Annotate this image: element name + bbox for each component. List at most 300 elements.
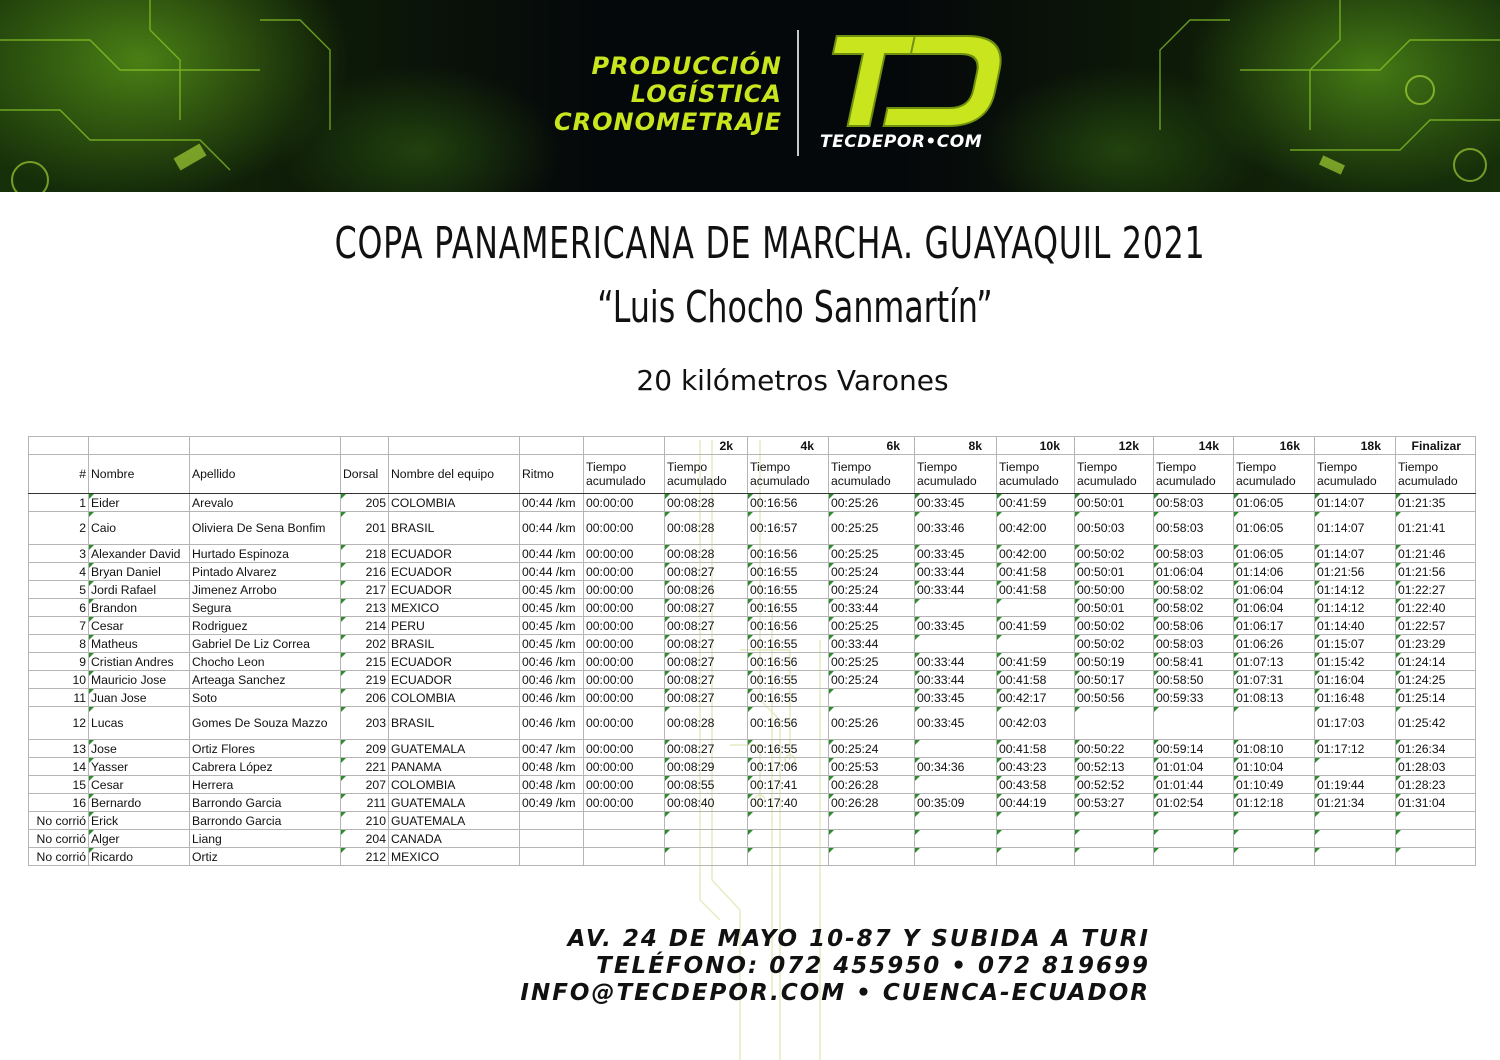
distance-header: 12k [1075, 437, 1154, 455]
cell-ritmo: 00:48 /km [520, 776, 584, 794]
cell-dorsal: 209 [341, 740, 389, 758]
cell-equipo: ECUADOR [389, 581, 520, 599]
cell-apellido: Barrondo Garcia [190, 794, 341, 812]
cell-dorsal: 202 [341, 635, 389, 653]
cell-split-time [915, 848, 997, 866]
cell-start-time: 00:00:00 [584, 494, 665, 512]
cell-split-time: 00:25:24 [829, 581, 915, 599]
cell-split-time: 00:33:45 [915, 617, 997, 635]
cell-split-time: 00:16:56 [748, 653, 829, 671]
tagline-line: LOGÍSTICA [630, 80, 782, 108]
cell-split-time: 00:52:52 [1075, 776, 1154, 794]
cell-split-time: 00:50:17 [1075, 671, 1154, 689]
cell-split-time: 00:16:55 [748, 599, 829, 617]
column-header-tiempo: Tiempo acumulado [997, 455, 1075, 494]
cell-split-time [997, 812, 1075, 830]
cell-apellido: Ortiz Flores [190, 740, 341, 758]
cell-equipo: BRASIL [389, 707, 520, 740]
cell-split-time [997, 830, 1075, 848]
distance-header: 2k [665, 437, 748, 455]
cell-equipo: BRASIL [389, 635, 520, 653]
cell-split-time: 01:14:12 [1315, 599, 1396, 617]
cell-nombre: Juan Jose [89, 689, 190, 707]
cell-split-time: 01:07:13 [1234, 653, 1315, 671]
cell-split-time: 01:14:07 [1315, 512, 1396, 545]
cell-split-time: 01:01:44 [1154, 776, 1234, 794]
distance-header: 16k [1234, 437, 1315, 455]
cell-split-time: 00:50:22 [1075, 740, 1154, 758]
cell-apellido: Pintado Alvarez [190, 563, 341, 581]
table-row [29, 653, 1476, 671]
column-header-row [29, 455, 1476, 494]
cell-split-time: 00:08:27 [665, 689, 748, 707]
column-header-apellido: Apellido [190, 455, 341, 494]
cell-split-time: 00:17:06 [748, 758, 829, 776]
cell-position: 2 [29, 512, 89, 545]
cell-split-time: 00:41:58 [997, 581, 1075, 599]
footer-contact [520, 926, 1150, 1007]
cell-position: 13 [29, 740, 89, 758]
tecdepor-logo-icon [818, 30, 1013, 130]
cell-split-time [915, 599, 997, 617]
cell-split-time [997, 848, 1075, 866]
cell-split-time [1234, 707, 1315, 740]
distance-header: 8k [915, 437, 997, 455]
cell-apellido: Arteaga Sanchez [190, 671, 341, 689]
cell-dorsal: 221 [341, 758, 389, 776]
cell-split-time: 00:58:03 [1154, 494, 1234, 512]
cell-split-time: 01:22:40 [1396, 599, 1476, 617]
cell-apellido: Jimenez Arrobo [190, 581, 341, 599]
cell-position: 10 [29, 671, 89, 689]
cell-equipo: CANADA [389, 830, 520, 848]
cell-split-time: 00:25:25 [829, 617, 915, 635]
cell-start-time [584, 812, 665, 830]
cell-split-time: 00:08:28 [665, 494, 748, 512]
cell-apellido: Rodriguez [190, 617, 341, 635]
column-header-tiempo: Tiempo acumulado [1234, 455, 1315, 494]
cell-equipo: MEXICO [389, 848, 520, 866]
cell-start-time: 00:00:00 [584, 653, 665, 671]
cell-split-time: 00:17:40 [748, 794, 829, 812]
table-row [29, 635, 1476, 653]
cell-split-time: 00:58:50 [1154, 671, 1234, 689]
cell-split-time [665, 830, 748, 848]
cell-nombre: Alger [89, 830, 190, 848]
cell-position: 11 [29, 689, 89, 707]
cell-split-time: 00:52:13 [1075, 758, 1154, 776]
cell-split-time [1075, 812, 1154, 830]
cell-split-time: 01:22:27 [1396, 581, 1476, 599]
cell-split-time: 01:14:06 [1234, 563, 1315, 581]
cell-ritmo: 00:45 /km [520, 635, 584, 653]
cell-split-time: 00:50:02 [1075, 635, 1154, 653]
cell-start-time: 00:00:00 [584, 794, 665, 812]
cell-nombre: Eider [89, 494, 190, 512]
cell-split-time: 00:33:44 [915, 563, 997, 581]
cell-split-time: 00:50:02 [1075, 545, 1154, 563]
cell-split-time [915, 635, 997, 653]
column-header-tiempo: Tiempo acumulado [665, 455, 748, 494]
cell-start-time: 00:00:00 [584, 689, 665, 707]
cell-split-time [997, 599, 1075, 617]
cell-split-time: 00:16:56 [748, 707, 829, 740]
cell-start-time [584, 830, 665, 848]
cell-split-time: 00:33:44 [829, 599, 915, 617]
cell-split-time [1234, 830, 1315, 848]
cell-split-time: 01:21:56 [1315, 563, 1396, 581]
cell-split-time: 00:16:55 [748, 635, 829, 653]
cell-apellido: Gomes De Souza Mazzo [190, 707, 341, 740]
cell-split-time: 01:21:56 [1396, 563, 1476, 581]
cell-nombre: Matheus [89, 635, 190, 653]
cell-split-time: 00:50:01 [1075, 599, 1154, 617]
cell-split-time: 00:33:44 [915, 581, 997, 599]
cell-split-time: 00:50:19 [1075, 653, 1154, 671]
cell-split-time: 01:06:04 [1154, 563, 1234, 581]
cell-split-time: 00:58:02 [1154, 599, 1234, 617]
cell-position: 12 [29, 707, 89, 740]
cell-split-time: 00:26:28 [829, 794, 915, 812]
cell-split-time: 00:35:09 [915, 794, 997, 812]
column-header-tiempo: Tiempo acumulado [1154, 455, 1234, 494]
table-row [29, 848, 1476, 866]
cell-split-time [915, 776, 997, 794]
cell-nombre: Cesar [89, 776, 190, 794]
cell-apellido: Gabriel De Liz Correa [190, 635, 341, 653]
cell-dorsal: 214 [341, 617, 389, 635]
cell-equipo: GUATEMALA [389, 740, 520, 758]
header-tagline [554, 52, 782, 136]
cell-split-time [1075, 707, 1154, 740]
cell-dorsal: 206 [341, 689, 389, 707]
cell-split-time: 00:26:28 [829, 776, 915, 794]
table-row [29, 740, 1476, 758]
header-banner [0, 0, 1500, 192]
cell-split-time: 01:16:04 [1315, 671, 1396, 689]
cell-position: 4 [29, 563, 89, 581]
cell-position: 16 [29, 794, 89, 812]
cell-split-time: 00:44:19 [997, 794, 1075, 812]
cell-equipo: ECUADOR [389, 671, 520, 689]
distance-header: 18k [1315, 437, 1396, 455]
cell-split-time: 01:25:42 [1396, 707, 1476, 740]
cell-dorsal: 216 [341, 563, 389, 581]
cell-split-time [1075, 830, 1154, 848]
cell-ritmo: 00:46 /km [520, 707, 584, 740]
footer-phone: TELÉFONO: 072 455950 • 072 819699 [596, 953, 1150, 979]
cell-equipo: COLOMBIA [389, 689, 520, 707]
cell-split-time [665, 812, 748, 830]
cell-ritmo [520, 812, 584, 830]
cell-split-time [1315, 812, 1396, 830]
cell-split-time: 01:14:40 [1315, 617, 1396, 635]
cell-split-time: 00:53:27 [1075, 794, 1154, 812]
footer-address: AV. 24 DE MAYO 10-87 Y SUBIDA A TURI [567, 926, 1150, 952]
cell-split-time: 01:06:05 [1234, 512, 1315, 545]
cell-start-time: 00:00:00 [584, 758, 665, 776]
cell-apellido: Arevalo [190, 494, 341, 512]
cell-split-time: 00:08:29 [665, 758, 748, 776]
cell-dorsal: 204 [341, 830, 389, 848]
cell-apellido: Barrondo Garcia [190, 812, 341, 830]
cell-nombre: Cesar [89, 617, 190, 635]
cell-split-time: 01:14:07 [1315, 494, 1396, 512]
cell-apellido: Herrera [190, 776, 341, 794]
cell-split-time: 01:06:04 [1234, 581, 1315, 599]
cell-split-time: 00:25:24 [829, 563, 915, 581]
cell-split-time: 00:16:56 [748, 545, 829, 563]
tagline-line: CRONOMETRAJE [553, 108, 782, 136]
column-header-tiempo: Tiempo acumulado [1075, 455, 1154, 494]
cell-split-time: 00:16:55 [748, 689, 829, 707]
results-table [28, 436, 1476, 866]
cell-start-time: 00:00:00 [584, 740, 665, 758]
cell-position: 14 [29, 758, 89, 776]
cell-position: 6 [29, 599, 89, 617]
cell-nombre: Bernardo [89, 794, 190, 812]
cell-split-time: 00:42:03 [997, 707, 1075, 740]
cell-start-time: 00:00:00 [584, 671, 665, 689]
cell-split-time: 01:14:12 [1315, 581, 1396, 599]
cell-apellido: Segura [190, 599, 341, 617]
cell-split-time: 00:08:27 [665, 635, 748, 653]
cell-equipo: ECUADOR [389, 545, 520, 563]
column-header-tiempo: Tiempo acumulado [1396, 455, 1476, 494]
table-row [29, 830, 1476, 848]
cell-split-time: 00:58:03 [1154, 512, 1234, 545]
cell-split-time [1075, 848, 1154, 866]
cell-split-time: 01:16:48 [1315, 689, 1396, 707]
cell-start-time: 00:00:00 [584, 581, 665, 599]
table-row [29, 758, 1476, 776]
cell-split-time: 01:06:05 [1234, 545, 1315, 563]
cell-split-time: 01:08:13 [1234, 689, 1315, 707]
cell-split-time: 00:17:41 [748, 776, 829, 794]
cell-split-time: 00:41:58 [997, 563, 1075, 581]
event-subtitle: “Luis Chocho Sanmartín” [597, 282, 993, 333]
header-divider [797, 30, 799, 156]
cell-ritmo: 00:45 /km [520, 617, 584, 635]
cell-split-time: 01:24:25 [1396, 671, 1476, 689]
cell-start-time: 00:00:00 [584, 707, 665, 740]
table-row [29, 545, 1476, 563]
cell-split-time: 01:21:41 [1396, 512, 1476, 545]
cell-split-time: 00:08:27 [665, 617, 748, 635]
cell-split-time [1154, 830, 1234, 848]
cell-split-time: 01:26:34 [1396, 740, 1476, 758]
cell-nombre: Caio [89, 512, 190, 545]
cell-apellido: Cabrera López [190, 758, 341, 776]
event-title: COPA PANAMERICANA DE MARCHA. GUAYAQUIL 2021 [334, 218, 1206, 269]
cell-split-time [915, 812, 997, 830]
cell-start-time: 00:00:00 [584, 599, 665, 617]
distance-header: 4k [748, 437, 829, 455]
cell-split-time: 00:08:27 [665, 653, 748, 671]
cell-split-time: 01:31:04 [1396, 794, 1476, 812]
cell-split-time [915, 740, 997, 758]
cell-split-time: 00:33:44 [915, 653, 997, 671]
cell-split-time: 00:41:59 [997, 617, 1075, 635]
cell-position: No corrió [29, 812, 89, 830]
cell-split-time: 00:50:03 [1075, 512, 1154, 545]
cell-split-time: 00:25:25 [829, 512, 915, 545]
cell-split-time [829, 812, 915, 830]
cell-nombre: Lucas [89, 707, 190, 740]
cell-split-time: 01:06:04 [1234, 599, 1315, 617]
cell-apellido: Ortiz [190, 848, 341, 866]
cell-split-time [748, 812, 829, 830]
cell-nombre: Brandon [89, 599, 190, 617]
cell-equipo: PERU [389, 617, 520, 635]
distance-header: 10k [997, 437, 1075, 455]
table-row [29, 689, 1476, 707]
cell-dorsal: 215 [341, 653, 389, 671]
cell-split-time: 01:22:57 [1396, 617, 1476, 635]
cell-dorsal: 205 [341, 494, 389, 512]
cell-split-time: 00:50:01 [1075, 494, 1154, 512]
cell-split-time: 01:02:54 [1154, 794, 1234, 812]
cell-equipo: ECUADOR [389, 563, 520, 581]
cell-equipo: COLOMBIA [389, 776, 520, 794]
cell-split-time: 01:14:07 [1315, 545, 1396, 563]
column-header-tiempo: Tiempo acumulado [1315, 455, 1396, 494]
cell-split-time: 01:06:05 [1234, 494, 1315, 512]
cell-split-time: 01:24:14 [1396, 653, 1476, 671]
cell-ritmo: 00:47 /km [520, 740, 584, 758]
cell-position: 15 [29, 776, 89, 794]
cell-split-time: 00:42:00 [997, 512, 1075, 545]
cell-start-time [584, 848, 665, 866]
cell-split-time [1154, 848, 1234, 866]
cell-split-time: 00:08:28 [665, 707, 748, 740]
cell-split-time: 00:08:28 [665, 512, 748, 545]
cell-split-time: 01:15:42 [1315, 653, 1396, 671]
cell-nombre: Yasser [89, 758, 190, 776]
logo-site-text: TECDEPOR•COM [820, 132, 983, 152]
cell-split-time: 01:17:12 [1315, 740, 1396, 758]
cell-split-time: 01:28:23 [1396, 776, 1476, 794]
cell-dorsal: 210 [341, 812, 389, 830]
cell-split-time: 00:25:25 [829, 653, 915, 671]
cell-nombre: Bryan Daniel [89, 563, 190, 581]
cell-nombre: Cristian Andres [89, 653, 190, 671]
tagline-line: PRODUCCIÓN [591, 52, 782, 80]
distance-header-row [29, 437, 1476, 455]
cell-split-time: 00:25:26 [829, 494, 915, 512]
cell-split-time: 00:25:26 [829, 707, 915, 740]
cell-split-time: 01:19:44 [1315, 776, 1396, 794]
cell-position: 5 [29, 581, 89, 599]
cell-split-time: 00:16:57 [748, 512, 829, 545]
cell-ritmo: 00:46 /km [520, 671, 584, 689]
cell-split-time [1234, 812, 1315, 830]
empty-header-cell [29, 437, 89, 455]
table-row [29, 812, 1476, 830]
cell-split-time: 01:15:07 [1315, 635, 1396, 653]
cell-split-time: 00:50:00 [1075, 581, 1154, 599]
cell-split-time: 01:06:26 [1234, 635, 1315, 653]
cell-split-time: 01:21:34 [1315, 794, 1396, 812]
cell-split-time [1234, 848, 1315, 866]
cell-split-time: 00:16:56 [748, 617, 829, 635]
cell-split-time: 00:43:23 [997, 758, 1075, 776]
cell-split-time: 00:34:36 [915, 758, 997, 776]
cell-split-time: 00:08:28 [665, 545, 748, 563]
cell-split-time: 00:59:33 [1154, 689, 1234, 707]
cell-split-time: 01:23:29 [1396, 635, 1476, 653]
cell-split-time [1154, 812, 1234, 830]
cell-apellido: Hurtado Espinoza [190, 545, 341, 563]
cell-split-time: 00:25:24 [829, 671, 915, 689]
cell-ritmo: 00:44 /km [520, 512, 584, 545]
cell-split-time: 01:06:17 [1234, 617, 1315, 635]
cell-split-time: 01:25:14 [1396, 689, 1476, 707]
distance-header: Finalizar [1396, 437, 1476, 455]
cell-split-time [748, 830, 829, 848]
cell-split-time: 00:41:58 [997, 740, 1075, 758]
footer-email: INFO@TECDEPOR.COM • CUENCA-ECUADOR [520, 980, 1150, 1006]
cell-split-time: 01:12:18 [1234, 794, 1315, 812]
cell-ritmo: 00:48 /km [520, 758, 584, 776]
cell-split-time: 00:08:55 [665, 776, 748, 794]
empty-header-cell [520, 437, 584, 455]
column-header-tiempo: Tiempo acumulado [584, 455, 665, 494]
cell-split-time: 01:10:04 [1234, 758, 1315, 776]
cell-ritmo: 00:44 /km [520, 494, 584, 512]
column-header-nombre: Nombre [89, 455, 190, 494]
cell-split-time: 00:08:27 [665, 563, 748, 581]
table-row [29, 599, 1476, 617]
cell-apellido: Liang [190, 830, 341, 848]
cell-split-time [1396, 812, 1476, 830]
cell-nombre: Alexander David [89, 545, 190, 563]
cell-dorsal: 207 [341, 776, 389, 794]
cell-split-time [997, 635, 1075, 653]
cell-split-time [829, 830, 915, 848]
cell-equipo: MEXICO [389, 599, 520, 617]
cell-split-time: 00:33:45 [915, 689, 997, 707]
cell-split-time: 00:08:40 [665, 794, 748, 812]
cell-split-time: 01:07:31 [1234, 671, 1315, 689]
table-row [29, 494, 1476, 512]
cell-apellido: Soto [190, 689, 341, 707]
cell-start-time: 00:00:00 [584, 563, 665, 581]
cell-split-time: 00:25:53 [829, 758, 915, 776]
cell-split-time: 00:08:27 [665, 671, 748, 689]
cell-position: No corrió [29, 848, 89, 866]
cell-equipo: COLOMBIA [389, 494, 520, 512]
column-header-equipo: Nombre del equipo [389, 455, 520, 494]
cell-split-time: 00:50:01 [1075, 563, 1154, 581]
cell-dorsal: 217 [341, 581, 389, 599]
cell-equipo: ECUADOR [389, 653, 520, 671]
distance-header: 14k [1154, 437, 1234, 455]
cell-dorsal: 211 [341, 794, 389, 812]
cell-nombre: Ricardo [89, 848, 190, 866]
event-category: 20 kilómetros Varones [636, 364, 949, 397]
cell-dorsal: 212 [341, 848, 389, 866]
column-header-tiempo: Tiempo acumulado [748, 455, 829, 494]
cell-split-time: 00:16:55 [748, 563, 829, 581]
cell-start-time: 00:00:00 [584, 776, 665, 794]
cell-split-time: 01:21:35 [1396, 494, 1476, 512]
cell-dorsal: 203 [341, 707, 389, 740]
cell-split-time: 00:33:46 [915, 512, 997, 545]
cell-split-time [1396, 848, 1476, 866]
cell-split-time: 00:58:41 [1154, 653, 1234, 671]
cell-split-time: 00:58:03 [1154, 545, 1234, 563]
